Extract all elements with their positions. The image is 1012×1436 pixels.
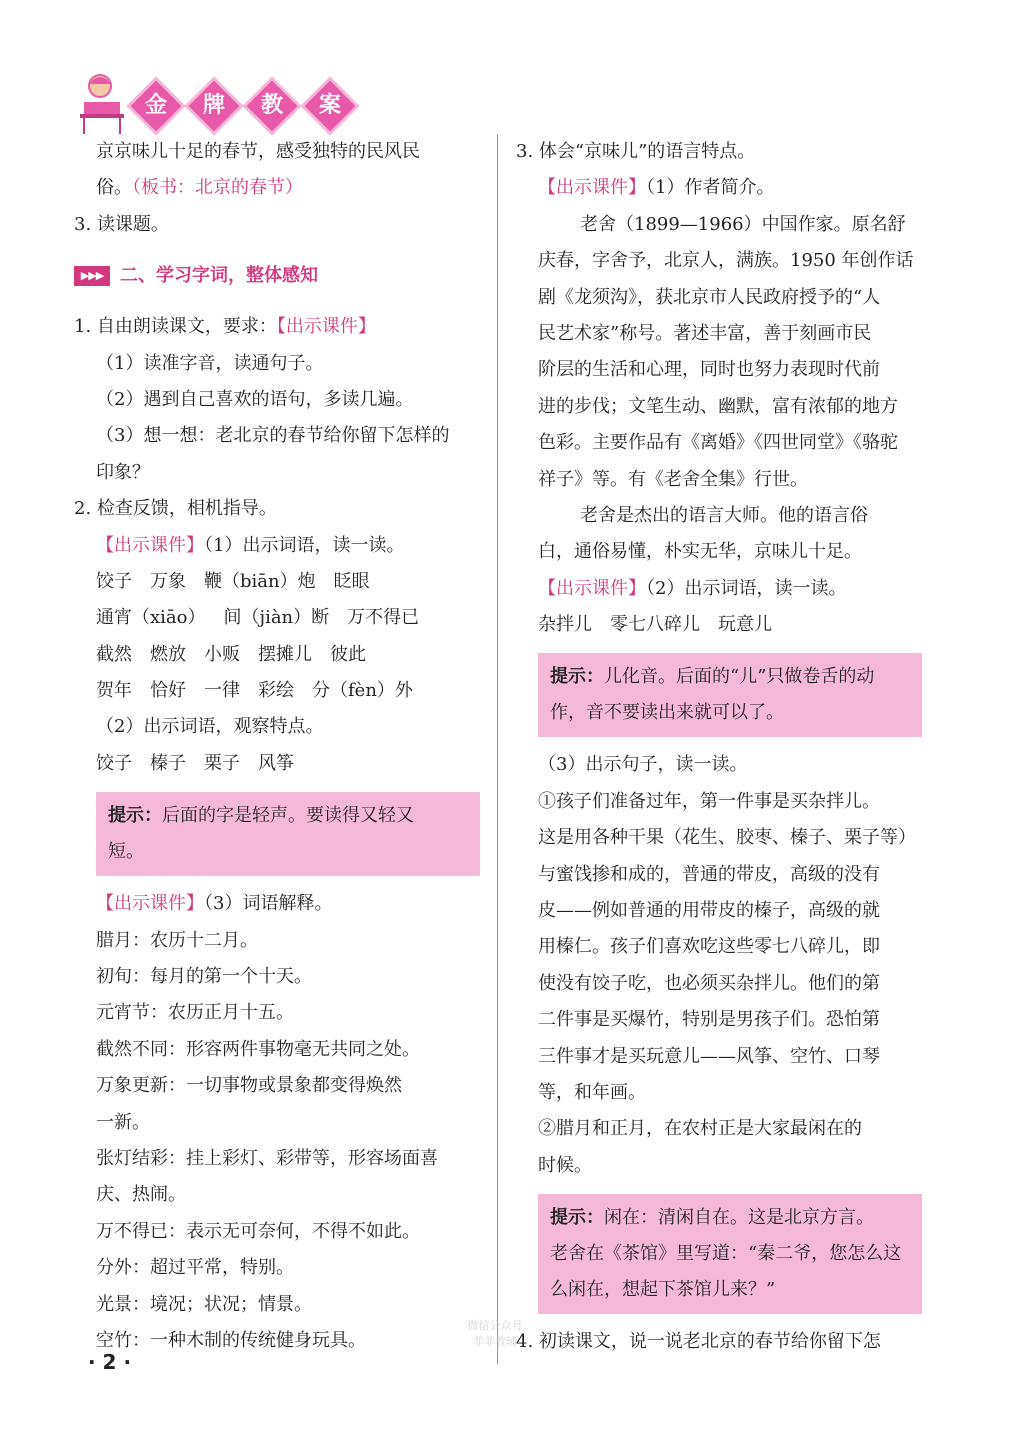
student-reading-icon <box>78 72 128 136</box>
intro-line: 京京味儿十足的春节，感受独特的民风民 <box>96 141 420 162</box>
brand-char-3: 教 <box>246 80 298 132</box>
requirement-item: 印象？ <box>96 461 150 483</box>
tip-box: 提示：闲在：清闲自在。这是北京方言。 老舍在《茶馆》里写道：“秦二爷，您怎么这 么闲在，想起下茶馆儿来？” <box>538 1194 922 1314</box>
bio-line: 色彩。主要作品有《离婚》《四世同堂》《骆驼 <box>538 432 898 454</box>
courseware-tag: 【出示课件】 <box>96 534 204 556</box>
sentence-line: 三件事才是买玩意儿——风筝、空竹、口琴 <box>538 1045 880 1067</box>
sentence-line: 与蜜饯掺和成的，普通的带皮，高级的没有 <box>538 863 880 885</box>
definition: 万不得已：表示无可奈何，不得不如此。 <box>96 1220 420 1242</box>
sentence-line: 用榛仁。孩子们喜欢吃这些零七八碎儿，即 <box>538 936 880 958</box>
definition: 万象更新：一切事物或景象都变得焕然 <box>96 1075 402 1097</box>
step-3-2: 【出示课件】（2）出示词语，读一读。 <box>538 577 847 599</box>
bio-line: 祥子》等。有《老舍全集》行世。 <box>538 468 808 490</box>
courseware-tag: 【出示课件】 <box>276 316 376 338</box>
bio-line: 白，通俗易懂，朴实无华，京味儿十足。 <box>538 541 862 563</box>
definition: 腊月：农历十二月。 <box>96 929 258 951</box>
sentence-line: ②腊月和正月，在农村正是大家最闲在的 <box>538 1118 862 1140</box>
board-note: （板书：北京的春节） <box>132 177 303 199</box>
question-1: 1. 自由朗读课文，要求：【出示课件】 <box>74 316 376 338</box>
bio-line: 老舍是杰出的语言大师。他的语言俗 <box>580 504 868 526</box>
step-2-3: 【出示课件】（3）词语解释。 <box>96 893 333 915</box>
sentence-line: ①孩子们准备过年，第一件事是买杂拌儿。 <box>538 790 880 812</box>
column-divider <box>497 134 498 1364</box>
requirement-item: （1）读准字音，读通句子。 <box>96 352 324 374</box>
word-row: 通宵（xiāo） 间（jiàn）断 万不得已 <box>96 607 420 629</box>
sentence-line: 使没有饺子吃，也必须买杂拌儿。他们的第 <box>538 972 880 994</box>
step-3-3: （3）出示句子，读一读。 <box>538 754 748 776</box>
definition: 分外：超过平常，特别。 <box>96 1257 294 1279</box>
definition: 截然不同：形容两件事物毫无共同之处。 <box>96 1038 420 1060</box>
definition: 庆、热闹。 <box>96 1184 186 1206</box>
tip-label: 提示： <box>550 666 604 688</box>
definition: 空竹：一种木制的传统健身玩具。 <box>96 1329 366 1351</box>
tip-label: 提示： <box>550 1207 604 1229</box>
step-2-2: （2）出示词语，观察特点。 <box>96 716 324 738</box>
word-row: 杂拌儿 零七八碎儿 玩意儿 <box>538 614 772 636</box>
requirement-item: （3）想一想：老北京的春节给你留下怎样的 <box>96 425 450 447</box>
intro-line: 俗。（板书：北京的春节） <box>96 177 303 199</box>
definition: 初旬：每月的第一个十天。 <box>96 966 312 988</box>
sentence-line: 等，和年画。 <box>538 1081 646 1103</box>
tip-label: 提示： <box>108 805 162 827</box>
sentence-line: 皮——例如普通的用带皮的榛子，高级的就 <box>538 900 880 922</box>
step-2-1: 【出示课件】（1）出示词语，读一读。 <box>96 534 405 556</box>
definition: 张灯结彩：挂上彩灯、彩带等，形容场面喜 <box>96 1147 438 1169</box>
tip-box: 提示：儿化音。后面的“儿”只做卷舌的动 作，音不要读出来就可以了。 <box>538 653 922 737</box>
sentence-line: 这是用各种干果（花生、胶枣、榛子、栗子等） <box>538 827 916 849</box>
word-row: 饺子 榛子 栗子 风筝 <box>96 752 294 774</box>
word-row: 饺子 万象 鞭（biān）炮 眨眼 <box>96 570 370 592</box>
step-read-title: 3. 读课题。 <box>74 213 169 235</box>
tip-box: 提示：后面的字是轻声。要读得又轻又 短。 <box>96 792 480 876</box>
sentence-line: 时候。 <box>538 1154 592 1176</box>
watermark: 微信公众号 菲菲教辅 <box>467 1319 523 1348</box>
courseware-tag: 【出示课件】 <box>538 177 646 199</box>
brand-char-1: 金 <box>130 80 182 132</box>
definition: 一新。 <box>96 1111 150 1133</box>
bio-line: 民艺术家”称号。著述丰富，善于刻画市民 <box>538 322 872 344</box>
right-column <box>516 134 922 1361</box>
step-4: 4. 初读课文，说一说老北京的春节给你留下怎 <box>516 1331 881 1353</box>
bio-line: 庆春，字舍予，北京人，满族。1950 年创作话 <box>538 250 914 272</box>
bio-line: 剧《龙须沟》，获北京市人民政府授予的“人 <box>538 286 881 308</box>
page-number: · 2 · <box>88 1350 132 1374</box>
courseware-tag: 【出示课件】 <box>96 893 204 915</box>
question-2: 2. 检查反馈，相机指导。 <box>74 498 277 520</box>
word-row: 贺年 恰好 一律 彩绘 分（fèn）外 <box>96 680 413 702</box>
bio-line: 进的步伐；文笔生动、幽默，富有浓郁的地方 <box>538 395 898 417</box>
brand-char-2: 牌 <box>188 80 240 132</box>
step-3-1: 【出示课件】（1）作者简介。 <box>538 177 775 199</box>
step-3: 3. 体会“京味儿”的语言特点。 <box>516 141 756 162</box>
arrow-icon: ▶▶▶ <box>74 266 110 286</box>
definition: 元宵节：农历正月十五。 <box>96 1002 294 1024</box>
word-row: 截然 燃放 小贩 摆摊儿 彼此 <box>96 643 366 665</box>
courseware-tag: 【出示课件】 <box>538 577 646 599</box>
requirement-item: （2）遇到自己喜欢的语句，多读几遍。 <box>96 388 414 410</box>
bio-line: 老舍（1899—1966）中国作家。原名舒 <box>580 213 906 235</box>
sentence-line: 二件事是买爆竹，特别是男孩子们。恐怕第 <box>538 1009 880 1031</box>
brand-char-4: 案 <box>304 80 356 132</box>
section-heading: ▶▶▶ 二、学习字词，整体感知 <box>74 253 480 299</box>
bio-line: 阶层的生活和心理，同时也努力表现时代前 <box>538 359 880 381</box>
left-column <box>74 134 480 1359</box>
definition: 光景：境况；状况；情景。 <box>96 1293 312 1315</box>
